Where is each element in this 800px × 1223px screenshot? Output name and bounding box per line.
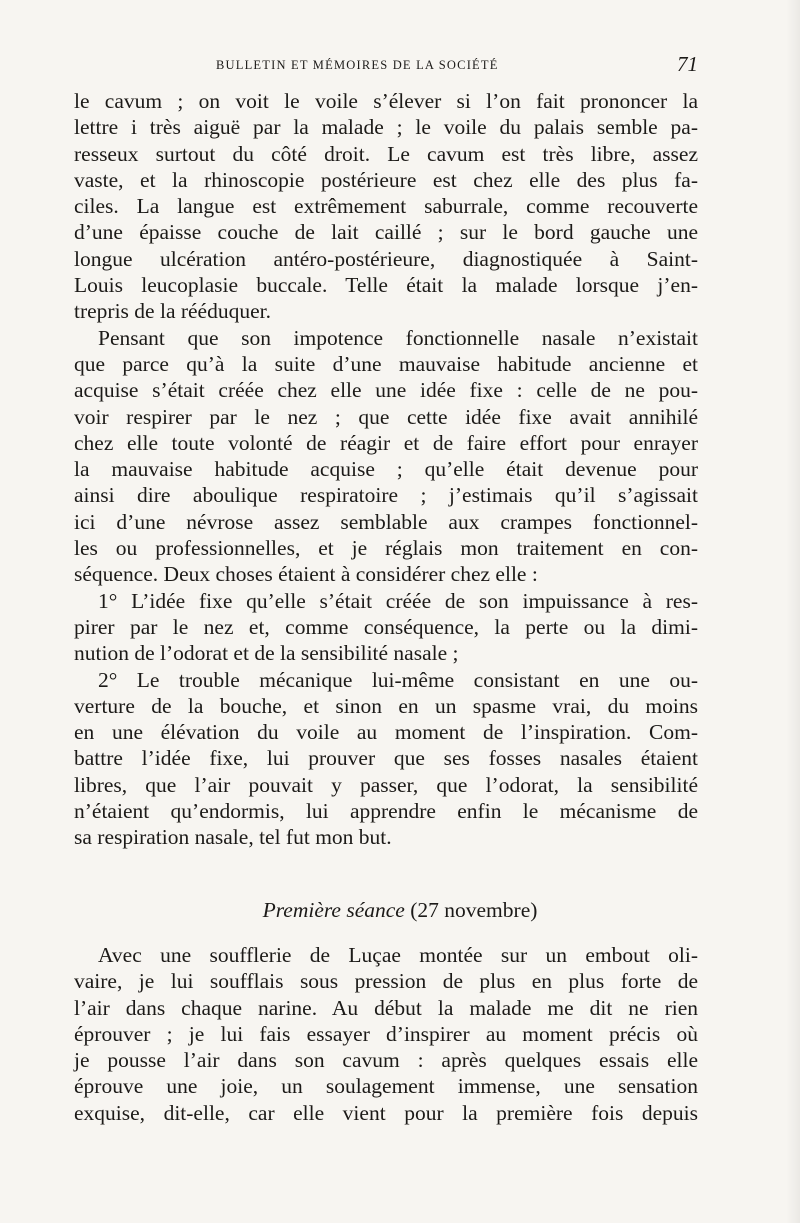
section-heading-title: Première séance (262, 898, 405, 922)
text-line: les ou professionnelles, et je réglais mon traitement en con- (74, 536, 698, 561)
text-line: voir respirer par le nez ; que cette idée fixe avait annihilé (74, 404, 698, 429)
section-heading (0, 898, 800, 923)
text-line: verture de la bouche, et sinon en un spasme vrai, du moins (74, 693, 698, 718)
text-line: ainsi dire aboulique respiratoire ; j’estimais qu’il s’agissait (74, 483, 698, 508)
text-line: ici d’une névrose assez semblable aux crampes fonctionnel- (74, 509, 698, 534)
text-line: 1° L’idée fixe qu’elle s’était créée de son impuissance à res- (98, 588, 698, 613)
page-edge-shadow (786, 0, 800, 1223)
text-line: éprouve une joie, un soulagement immense, une sensation (74, 1074, 698, 1099)
text-line: séquence. Deux choses étaient à considérer chez elle : (74, 562, 538, 587)
text-line: longue ulcération antéro-postérieure, diagnostiquée à Saint- (74, 246, 698, 271)
text-line: ciles. La langue est extrêmement saburrale, comme recouverte (74, 194, 698, 219)
text-line: sa respiration nasale, tel fut mon but. (74, 825, 392, 850)
text-line: resseux surtout du côté droit. Le cavum est très libre, assez (74, 141, 698, 166)
text-line: 2° Le trouble mécanique lui-même consistant en une ou- (98, 667, 698, 692)
text-line: vaste, et la rhinoscopie postérieure est chez elle des plus fa- (74, 167, 698, 192)
text-line: je pousse l’air dans son cavum : après quelques essais elle (74, 1048, 698, 1073)
text-line: chez elle toute volonté de réagir et de faire effort pour enrayer (74, 430, 698, 455)
text-line: en une élévation du voile au moment de l’inspiration. Com- (74, 720, 698, 745)
text-line: pirer par le nez et, comme conséquence, la perte ou la dimi- (74, 614, 698, 639)
text-line: battre l’idée fixe, lui prouver que ses fosses nasales étaient (74, 746, 698, 771)
page-header (78, 52, 698, 78)
text-line: Pensant que son impotence fonctionnelle nasale n’existait (98, 325, 698, 350)
text-line: vaire, je lui soufflais sous pression de plus en plus forte de (74, 969, 698, 994)
text-line: Avec une soufflerie de Luçae montée sur un embout oli- (98, 943, 698, 967)
text-line: trepris de la rééduquer. (74, 299, 271, 324)
text-line: d’une épaisse couche de lait caillé ; sur le bord gauche une (74, 220, 698, 245)
text-line: nution de l’odorat et de la sensibilité nasale ; (74, 641, 459, 666)
text-line: le cavum ; on voit le voile s’élever si l’on fait prononcer la (74, 89, 698, 113)
body-text-top (74, 88, 698, 851)
text-line: n’étaient qu’endormis, lui apprendre enfin le mécanisme de (74, 799, 698, 824)
text-line: Louis leucoplasie buccale. Telle était la malade lorsque j’en- (74, 273, 698, 298)
text-line: que parce qu’à la suite d’une mauvaise habitude ancienne et (74, 351, 698, 376)
section-heading-date: (27 novembre) (404, 898, 538, 922)
body-text-bottom (74, 942, 698, 1126)
text-line: exquise, dit-elle, car elle vient pour la première fois depuis (74, 1100, 698, 1125)
page-number: 71 (677, 52, 698, 76)
text-line: lettre i très aiguë par la malade ; le voile du palais semble pa- (74, 115, 698, 140)
text-line: libres, que l’air pouvait y passer, que l’odorat, la sensibilité (74, 772, 698, 797)
text-line: acquise s’était créée chez elle une idée fixe : celle de ne pou- (74, 378, 698, 403)
text-line: éprouver ; je lui fais essayer d’inspirer au moment précis où (74, 1021, 698, 1046)
running-head: BULLETIN ET MÉMOIRES DE LA SOCIÉTÉ (216, 58, 499, 72)
text-line: la mauvaise habitude acquise ; qu’elle était devenue pour (74, 457, 698, 482)
text-line: l’air dans chaque narine. Au début la malade me dit ne rien (74, 995, 698, 1020)
